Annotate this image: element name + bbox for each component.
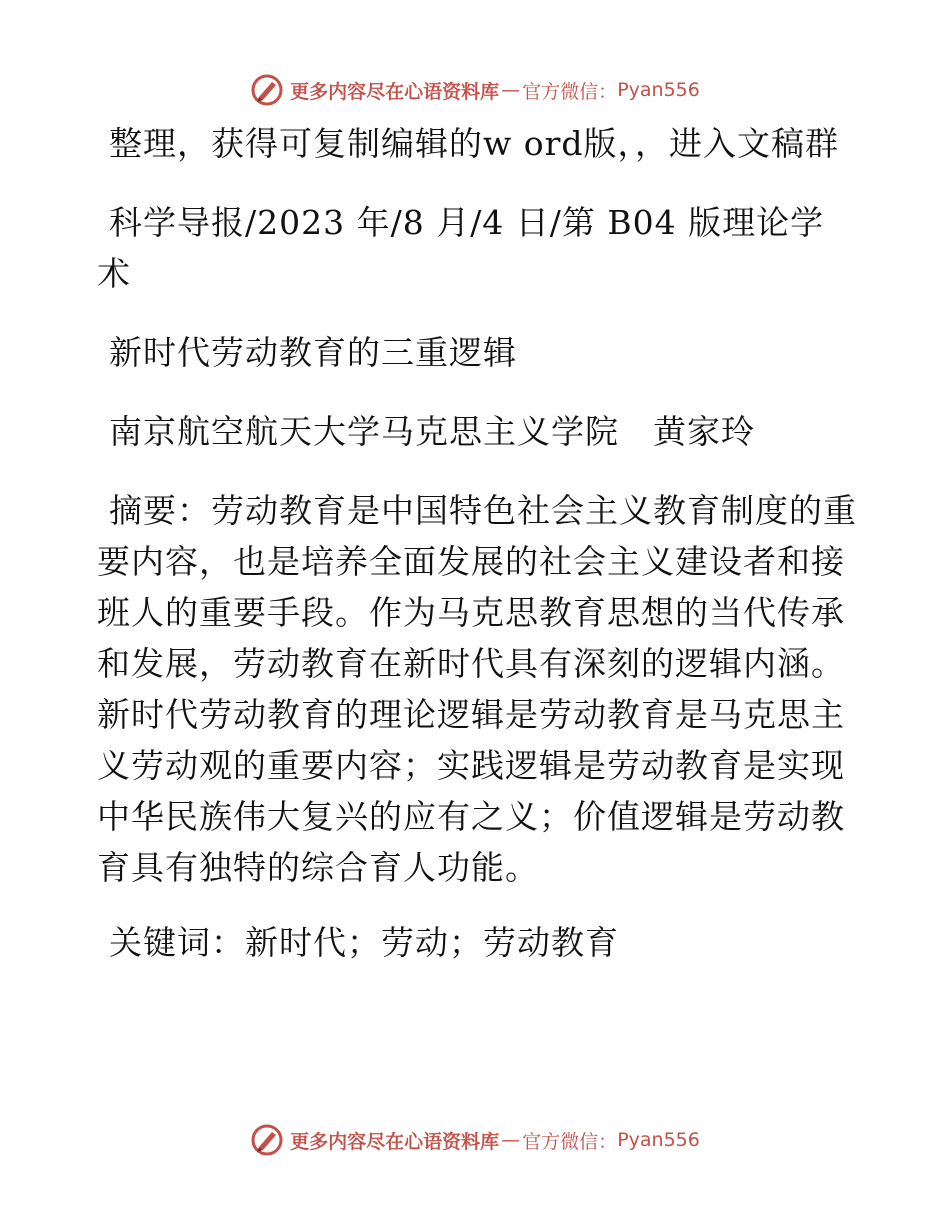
watermark-official-label: 官方微信： — [522, 80, 618, 103]
source-line: 科学导报/2023 年/8 月/4 日/第 B04 版理论学术 — [97, 203, 825, 293]
footer-watermark — [0, 1120, 950, 1160]
watermark-account: Pyan556 — [617, 1129, 700, 1151]
document-body — [97, 118, 857, 996]
watermark-account: Pyan556 — [617, 79, 700, 101]
abstract: 摘要：劳动教育是中国特色社会主义教育制度的重要内容，也是培养全面发展的社会主义建设者和接班人的重要手段。作为马克思教育思想的当代传承和发展，劳动教育在新时代具有深刻的逻辑内涵。新时代劳动教育的理论逻辑是劳动教育是马克思主义劳动观的重要内容；实践逻辑是劳动教育是实现中华民族伟大复兴的应有之义；价值逻辑是劳动教育具有独特的综合育人功能。 — [97, 491, 857, 887]
intro-note: 整理，获得可复制编辑的w ord版，，进入文稿群 — [109, 124, 840, 163]
watermark-separator: — — [501, 79, 521, 101]
watermark-official-label: 官方微信： — [522, 1130, 618, 1153]
header-watermark — [0, 70, 950, 110]
logo-icon — [250, 1123, 284, 1157]
watermark-separator: — — [501, 1129, 521, 1151]
watermark-brand: 更多内容尽在心语资料库 — [290, 80, 500, 103]
logo-icon — [250, 73, 284, 107]
watermark-brand: 更多内容尽在心语资料库 — [290, 1130, 500, 1153]
keywords: 关键词：新时代；劳动；劳动教育 — [109, 923, 619, 962]
author-affiliation: 南京航空航天大学马克思主义学院 黄家玲 — [109, 412, 755, 451]
article-title: 新时代劳动教育的三重逻辑 — [109, 333, 517, 372]
